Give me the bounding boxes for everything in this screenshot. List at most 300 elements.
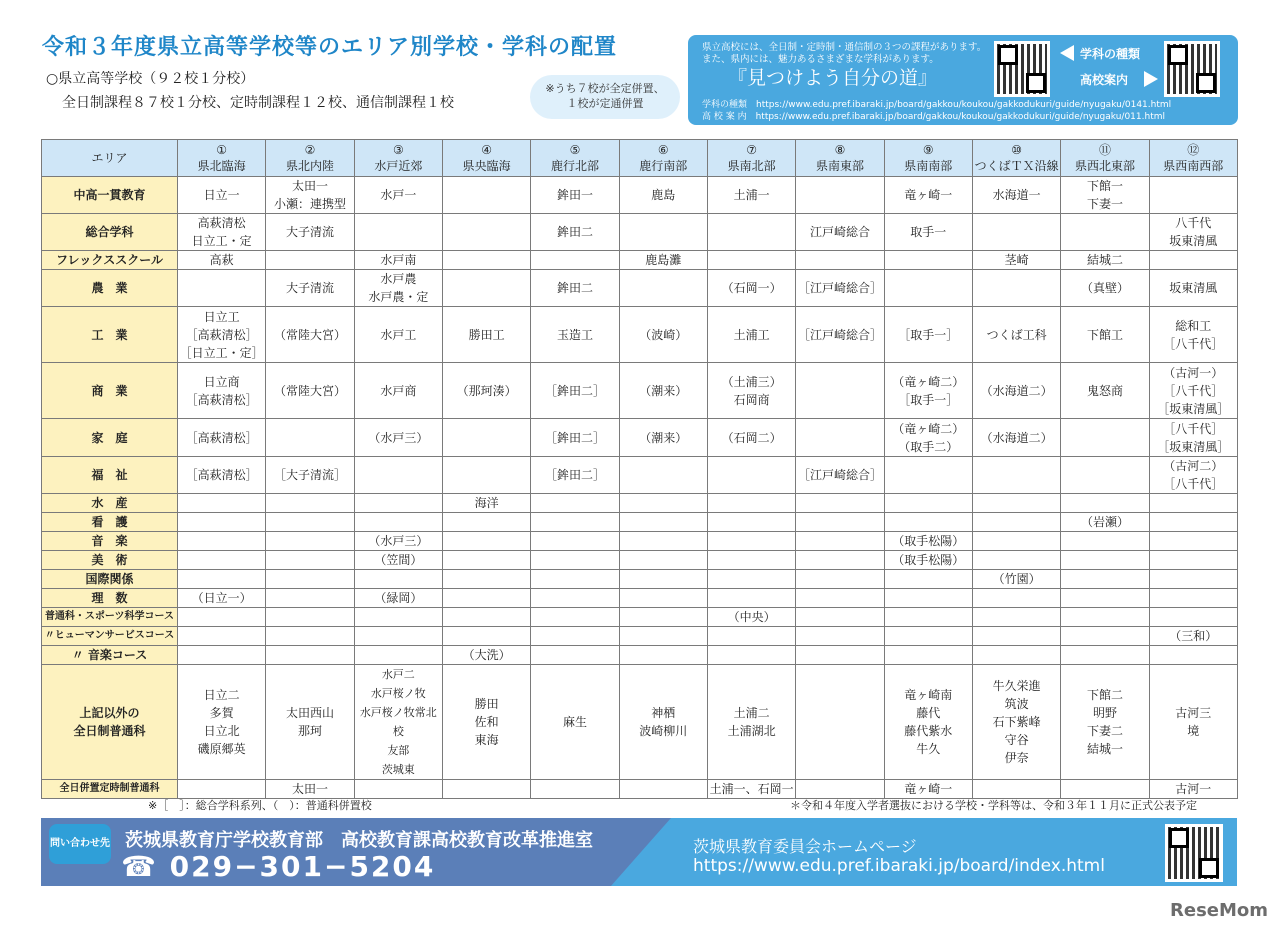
school-cell [178, 513, 266, 532]
school-cell [178, 270, 266, 307]
school-cell [796, 251, 884, 270]
school-names: 水戸農 水戸農・定 [368, 272, 429, 304]
school-names: 太田西山 那珂 [285, 706, 334, 738]
school-names: つくば工科 [986, 327, 1047, 342]
school-cell [354, 513, 442, 532]
info-line-2: また、県内には、魅力あるさまざまな学科があります。 [702, 54, 939, 65]
course-label: フレックススクール [55, 253, 164, 267]
school-cell [531, 608, 619, 627]
school-cell [1061, 627, 1149, 646]
school-cell [1149, 363, 1237, 419]
qr-code-icon[interactable] [1164, 41, 1220, 97]
school-cell [972, 363, 1060, 419]
note-bubble [530, 75, 680, 119]
school-cell [178, 551, 266, 570]
school-cell [796, 627, 884, 646]
school-names: 高萩清松 日立工・定 [191, 216, 252, 248]
school-cell [442, 608, 530, 627]
school-cell [354, 589, 442, 608]
school-cell [972, 457, 1060, 494]
school-cell [266, 589, 354, 608]
school-cell [178, 419, 266, 457]
school-cell [1061, 551, 1149, 570]
school-names: 取手一 [910, 225, 947, 239]
school-cell [442, 363, 530, 419]
table-row [42, 780, 1238, 799]
area-number: ③ [392, 143, 404, 157]
arrow-left-icon [1060, 45, 1074, 61]
school-names: （潮来） [639, 383, 688, 398]
school-names: （緑岡） [374, 591, 423, 605]
school-cell [796, 270, 884, 307]
school-guide-link[interactable]: 高 校 案 内 https://www.edu.pref.ibaraki.jp/board/gakkou/koukou/gakkodukuri/guide/nyugaku/011.html [702, 112, 1165, 122]
area-name: 水戸近郊 [374, 159, 423, 173]
course-types-link[interactable]: 学科の種類 https://www.edu.pref.ibaraki.jp/board/gakkou/koukou/gakkodukuri/guide/nyugaku/0141.html [702, 100, 1172, 110]
course-label: 美 術 [91, 553, 128, 567]
school-cell [531, 494, 619, 513]
area-name: 県北内陸 [285, 159, 334, 173]
table-row [42, 214, 1238, 251]
area-number: ① [216, 143, 228, 157]
school-cell [796, 608, 884, 627]
school-cell [354, 780, 442, 799]
course-label-cell [42, 532, 178, 551]
school-names: （大洗） [462, 648, 511, 662]
school-cell [619, 270, 707, 307]
school-cell [442, 419, 530, 457]
school-cell [884, 513, 972, 532]
school-cell [884, 214, 972, 251]
school-cell [796, 177, 884, 214]
school-cell [531, 665, 619, 780]
school-cell [354, 646, 442, 665]
school-names: 土浦二 土浦湖北 [727, 706, 776, 738]
school-cell [1149, 665, 1237, 780]
school-names: （古河二） ［八千代］ [1163, 459, 1224, 491]
school-cell [178, 307, 266, 363]
table-row [42, 494, 1238, 513]
school-cell [1149, 608, 1237, 627]
area-number: ⑨ [922, 143, 934, 157]
course-label: 家 庭 [91, 430, 128, 445]
school-names: 玉造工 [556, 327, 593, 342]
school-cell [884, 457, 972, 494]
qr-code-icon[interactable] [994, 41, 1050, 97]
school-cell [707, 177, 795, 214]
table-row [42, 457, 1238, 494]
school-cell [266, 532, 354, 551]
school-cell [1149, 177, 1237, 214]
school-names: （笠間） [374, 553, 423, 567]
legend-note: ※［ ］：総合学科系列、（ ）：普通科併置校 [148, 799, 372, 812]
course-label: 〃ヒューマンサービスコース [44, 630, 175, 641]
school-names: ［江戸崎総合］ [797, 281, 882, 295]
school-cell [354, 532, 442, 551]
course-label: 総合学科 [85, 225, 134, 239]
table-row [42, 177, 1238, 214]
school-cell [178, 780, 266, 799]
school-cell [884, 532, 972, 551]
school-names: 大子清流 [285, 281, 334, 295]
school-names: 鉾田二 [556, 225, 593, 239]
school-cell [796, 551, 884, 570]
school-names: 勝田 佐和 東海 [474, 697, 499, 747]
school-names: （竹園） [992, 572, 1041, 586]
school-cell [972, 627, 1060, 646]
school-cell [972, 419, 1060, 457]
school-cell [266, 608, 354, 627]
school-cell [796, 589, 884, 608]
school-cell [1149, 214, 1237, 251]
info-slogan: 『見つけよう自分の道』 [728, 67, 938, 89]
school-cell [1061, 513, 1149, 532]
table-row [42, 627, 1238, 646]
school-cell [266, 419, 354, 457]
school-cell [972, 608, 1060, 627]
school-names: 日立商 ［高萩清松］ [185, 374, 258, 407]
school-cell [884, 251, 972, 270]
school-cell [1149, 419, 1237, 457]
school-cell [531, 177, 619, 214]
school-cell [266, 513, 354, 532]
school-cell [619, 419, 707, 457]
course-breakdown: 全日制課程８７校１分校、定時制課程１２校、通信制課程１校 [62, 95, 454, 111]
school-cell [266, 214, 354, 251]
school-names: 海洋 [474, 496, 499, 510]
school-cell [354, 627, 442, 646]
school-cell [1061, 363, 1149, 419]
school-names: 竜ヶ崎一 [904, 188, 953, 202]
area-header-cell [707, 140, 795, 177]
school-cell [619, 214, 707, 251]
school-cell [707, 665, 795, 780]
school-cell [796, 363, 884, 419]
school-cell [707, 646, 795, 665]
school-cell [354, 457, 442, 494]
school-names: （水戸三） [368, 534, 429, 548]
school-names: （水海道二） [980, 430, 1053, 445]
school-cell [619, 494, 707, 513]
school-cell [619, 513, 707, 532]
area-header-cell [531, 140, 619, 177]
school-cell [531, 214, 619, 251]
school-cell [1149, 551, 1237, 570]
school-cell [1061, 532, 1149, 551]
area-name: 県南東部 [815, 159, 864, 173]
course-label-cell [42, 457, 178, 494]
school-names: 麻生 [562, 715, 587, 729]
school-cell [531, 270, 619, 307]
school-cell [619, 177, 707, 214]
school-names: 神栖 波崎柳川 [639, 706, 688, 738]
school-cell [354, 307, 442, 363]
school-cell [1061, 780, 1149, 799]
school-cell [1149, 589, 1237, 608]
school-names: 土浦一、石岡一 [709, 782, 794, 796]
school-cell [884, 608, 972, 627]
school-cell [354, 363, 442, 419]
school-names: （竜ヶ崎二） ［取手一］ [892, 374, 965, 407]
school-cell [354, 551, 442, 570]
school-cell [266, 551, 354, 570]
school-names: （石岡一） [721, 281, 782, 295]
school-names: （波崎） [639, 327, 688, 342]
course-label-cell [42, 363, 178, 419]
school-table [41, 139, 1238, 799]
school-cell [442, 307, 530, 363]
qr-code-icon[interactable] [1165, 824, 1223, 882]
school-cell [796, 646, 884, 665]
school-cell [884, 307, 972, 363]
school-cell [707, 270, 795, 307]
course-label-cell [42, 270, 178, 307]
school-cell [619, 589, 707, 608]
school-cell [1149, 457, 1237, 494]
school-cell [619, 532, 707, 551]
school-cell [266, 457, 354, 494]
school-cell [531, 570, 619, 589]
school-names: （古河一） ［八千代］ ［坂東清風］ [1157, 365, 1230, 416]
school-cell [178, 608, 266, 627]
school-names: 土浦一 [733, 188, 770, 202]
school-cell [266, 251, 354, 270]
school-names: 鉾田一 [556, 188, 593, 202]
school-cell [442, 532, 530, 551]
school-names: 鹿島灘 [645, 253, 682, 267]
school-cell [972, 665, 1060, 780]
school-names: 結城二 [1086, 253, 1123, 267]
school-cell [531, 457, 619, 494]
school-cell [354, 270, 442, 307]
school-names: 下館二 明野 下妻二 結城一 [1086, 688, 1123, 756]
homepage-link[interactable]: https://www.edu.pref.ibaraki.jp/board/index.html [693, 856, 1105, 876]
school-cell [619, 457, 707, 494]
school-names: （常陸大宮） [273, 383, 346, 398]
school-names: （取手松陽） [892, 553, 965, 567]
course-label: 〃 音楽コース [71, 648, 148, 662]
department-name: 茨城県教育庁学校教育部 高校教育課高校教育改革推進室 [125, 830, 593, 851]
school-names: （潮来） [639, 430, 688, 445]
school-names: （日立一） [191, 591, 252, 605]
course-label-cell [42, 780, 178, 799]
course-label: 普通科・スポーツ科学コース [44, 611, 175, 622]
course-label-cell [42, 570, 178, 589]
school-cell [707, 570, 795, 589]
course-label-cell [42, 627, 178, 646]
school-cell [266, 627, 354, 646]
school-cell [531, 419, 619, 457]
school-names: 日立二 多賀 日立北 磯原郷英 [197, 688, 246, 756]
school-cell [1061, 665, 1149, 780]
school-names: 鉾田二 [556, 281, 593, 295]
school-cell [707, 589, 795, 608]
school-cell [972, 589, 1060, 608]
arrow-right-icon [1144, 71, 1158, 87]
school-cell [531, 551, 619, 570]
area-header-cell [354, 140, 442, 177]
school-names: （三和） [1169, 629, 1218, 643]
school-names: ［高萩清松］ [185, 430, 258, 445]
course-types-label: 学科の種類 [1080, 47, 1141, 61]
brand-logo: ReseMom [1170, 900, 1269, 921]
area-name: 鹿行北部 [550, 159, 599, 173]
table-row [42, 513, 1238, 532]
school-cell [1061, 646, 1149, 665]
school-names: 土浦工 [733, 327, 770, 342]
school-cell [972, 214, 1060, 251]
school-cell [1061, 419, 1149, 457]
school-names: ［八千代］ ［坂東清風］ [1157, 421, 1230, 454]
course-label-cell [42, 589, 178, 608]
school-cell [1149, 307, 1237, 363]
school-names: 勝田工 [468, 327, 505, 342]
school-cell [442, 665, 530, 780]
course-label: 理 数 [91, 591, 128, 605]
school-cell [707, 532, 795, 551]
school-cell [178, 589, 266, 608]
school-cell [531, 513, 619, 532]
school-cell [531, 646, 619, 665]
area-header-cell [1061, 140, 1149, 177]
area-name: 県南南部 [904, 159, 953, 173]
school-names: 日立工 ［高萩清松］ ［日立工・定］ [179, 309, 264, 360]
school-cell [884, 363, 972, 419]
table-header-row [42, 140, 1238, 177]
school-cell [442, 627, 530, 646]
school-cell [619, 251, 707, 270]
school-cell [442, 646, 530, 665]
school-cell [178, 494, 266, 513]
school-cell [442, 214, 530, 251]
area-header-cell [178, 140, 266, 177]
school-names: ［江戸崎総合］ [797, 468, 882, 482]
course-label: 福 祉 [91, 468, 128, 482]
area-header-cell [266, 140, 354, 177]
school-names: 水戸商 [380, 383, 417, 398]
school-names: （水戸三） [368, 430, 429, 445]
school-cell [354, 419, 442, 457]
school-cell [972, 513, 1060, 532]
school-cell [266, 780, 354, 799]
school-cell [796, 419, 884, 457]
school-cell [354, 570, 442, 589]
school-names: （石岡二） [721, 430, 782, 445]
school-cell [1149, 513, 1237, 532]
course-label: 看 護 [91, 515, 128, 529]
course-label-cell [42, 665, 178, 780]
area-number: ⑤ [569, 143, 581, 157]
school-names: 下館工 [1086, 327, 1123, 342]
school-cell [707, 214, 795, 251]
school-cell [266, 307, 354, 363]
area-corner-cell: エリア [42, 140, 178, 177]
school-cell [1149, 627, 1237, 646]
school-names: 高萩 [209, 253, 234, 267]
school-names: 水海道一 [992, 188, 1041, 202]
course-label: 国際関係 [85, 572, 134, 586]
school-names: 竜ヶ崎南 藤代 藤代紫水 牛久 [904, 688, 953, 756]
area-number: ⑥ [657, 143, 669, 157]
school-cell [442, 551, 530, 570]
school-cell [178, 532, 266, 551]
school-cell [1149, 270, 1237, 307]
school-cell [354, 214, 442, 251]
school-cell [884, 570, 972, 589]
school-names: 大子清流 [285, 225, 334, 239]
school-names: ［取手一］ [898, 327, 959, 342]
school-names: ［鉾田二］ [544, 430, 605, 445]
school-cell [442, 270, 530, 307]
school-names: 水戸二 水戸桜ノ牧 水戸桜ノ牧常北校 友部 茨城東 [359, 668, 437, 776]
school-names: （取手松陽） [892, 534, 965, 548]
table-row [42, 270, 1238, 307]
area-name: 県北臨海 [197, 159, 246, 173]
phone-number[interactable]: ☎ 029−301−5204 [121, 850, 436, 883]
school-cell [972, 177, 1060, 214]
table-row [42, 363, 1238, 419]
table-row [42, 608, 1238, 627]
school-names: 茎崎 [1004, 253, 1029, 267]
table-row [42, 589, 1238, 608]
area-header-cell [1149, 140, 1237, 177]
course-label: 上記以外の 全日制普通科 [73, 706, 146, 738]
table-row [42, 665, 1238, 780]
school-names: 日立一 [203, 188, 240, 202]
school-cell [178, 251, 266, 270]
school-cell [531, 780, 619, 799]
school-cell [972, 494, 1060, 513]
school-cell [1061, 570, 1149, 589]
school-cell [796, 570, 884, 589]
school-cell [619, 307, 707, 363]
school-cell [178, 646, 266, 665]
school-cell [619, 780, 707, 799]
area-header-cell [972, 140, 1060, 177]
school-cell [707, 251, 795, 270]
course-label-cell [42, 251, 178, 270]
school-cell [796, 513, 884, 532]
school-cell [972, 780, 1060, 799]
school-cell [1061, 589, 1149, 608]
area-number: ④ [481, 143, 493, 157]
course-label-cell [42, 646, 178, 665]
school-cell [1061, 177, 1149, 214]
school-cell [266, 665, 354, 780]
area-name: 県西南西部 [1163, 159, 1224, 173]
bubble-line-1: ※うち７校が全定併置、 [545, 82, 665, 95]
area-name: 県央臨海 [462, 159, 511, 173]
school-guide-label: 高校案内 [1080, 73, 1129, 87]
course-label-cell [42, 214, 178, 251]
school-cell [884, 494, 972, 513]
school-names: 水戸工 [380, 327, 417, 342]
school-cell [531, 627, 619, 646]
area-number: ⑦ [746, 143, 758, 157]
course-label-cell [42, 551, 178, 570]
school-names: 総和工 ［八千代］ [1163, 318, 1224, 351]
info-box [688, 35, 1238, 125]
school-cell [531, 589, 619, 608]
school-cell [619, 363, 707, 419]
school-cell [531, 363, 619, 419]
school-cell [1149, 532, 1237, 551]
school-cell [1149, 780, 1237, 799]
school-names: （岩瀬） [1080, 515, 1129, 529]
school-cell [707, 307, 795, 363]
school-cell [972, 570, 1060, 589]
school-names: ［江戸崎総合］ [797, 327, 882, 342]
area-name: つくばＴＸ沿線 [974, 159, 1059, 173]
